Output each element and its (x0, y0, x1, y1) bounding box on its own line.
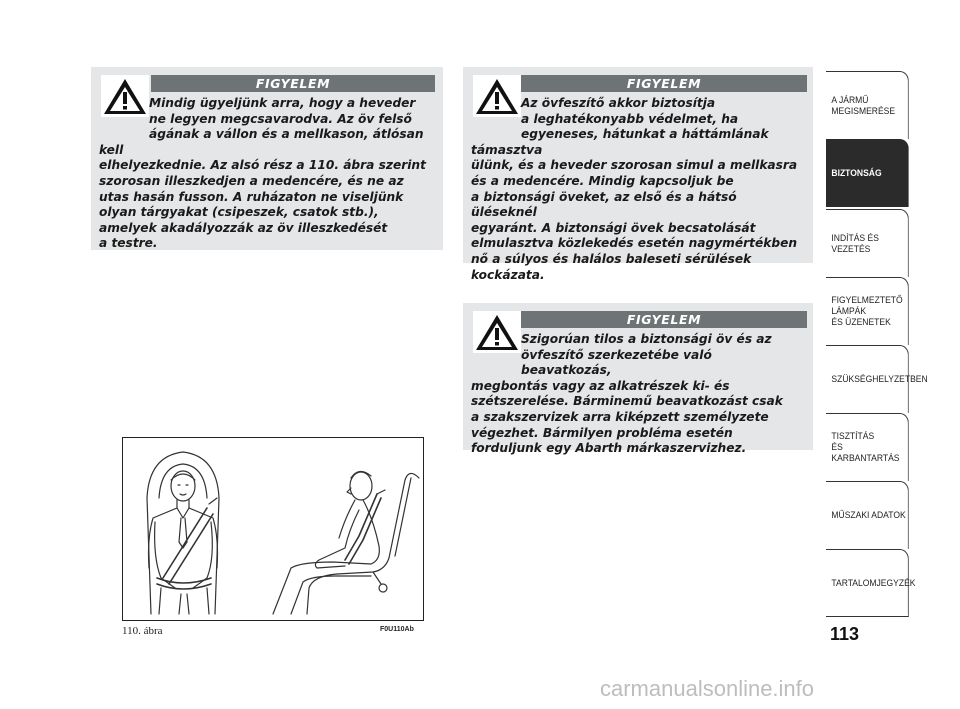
text-line: elhelyezkednie. Az alsó rész a 110. ábra szerint (99, 158, 426, 173)
text-line: olyan tárgyakat (csipeszek, csatok stb.), (99, 205, 379, 220)
warning-text (99, 96, 435, 252)
text-line: végezhet. Bármilyen probléma esetén (471, 425, 733, 440)
text-line: ülünk, és a heveder szorosan simul a mellkasra (471, 158, 798, 173)
tab-muszaki-adatok[interactable]: MŰSZAKI ADATOK (826, 481, 909, 549)
figure-code: F0U110Ab (380, 626, 414, 633)
tab-szukseghelyzetben[interactable]: SZÜKSÉGHELYZETBEN (826, 345, 909, 413)
warning-text (471, 332, 805, 457)
text-line: kockázata. (471, 267, 545, 282)
text-line: elmulasztva közlekedés esetén nagymértékben (471, 236, 798, 251)
text-line: amelyek akadályozzák az öv illeszkedését (99, 220, 388, 235)
text-line: megbontás vagy az alkatrészek ki- és (471, 378, 730, 393)
warning-box-2 (463, 67, 813, 282)
text-line: Az övfeszítő akkor biztosítja (521, 96, 716, 110)
tab-jarmu-megismerese[interactable]: A JÁRMŰ MEGISMERÉSE (826, 71, 909, 139)
warning-header: FIGYELEM (151, 75, 435, 92)
text-line: szorosan illeszkedjen a medencére, és ne az (99, 173, 404, 188)
seatbelt-illustration-icon (123, 438, 423, 620)
text-line: egyeneses, hátunkat a háttámlának támasztva (471, 127, 769, 157)
text-line: ne legyen megcsavarodva. Az öv felső (149, 111, 412, 126)
text-line: nő a súlyos és halálos baleseti sérülések (471, 251, 752, 266)
text-line: forduljunk egy Abarth márkaszervizhez. (471, 441, 747, 456)
seatbelt-figure (122, 437, 424, 621)
warning-box-3 (463, 303, 813, 456)
text-line: övfeszítő szerkezetébe való beavatkozás, (521, 347, 712, 378)
warning-text (471, 96, 805, 283)
text-line: Mindig ügyeljünk arra, hogy a heveder (149, 96, 416, 110)
text-line: a biztonsági öveket, az első és a hátsó üléseknél (471, 189, 737, 220)
text-line: egyaránt. A biztonsági övek becsatolását (471, 220, 756, 235)
text-line: a testre. (99, 236, 158, 251)
text-line: a leghatékonyabb védelmet, ha (521, 111, 739, 126)
tab-tartalomjegyzek[interactable]: TARTALOMJEGYZÉK (826, 549, 909, 617)
text-line: szétszerelése. Bárminemű beavatkozást csak (471, 394, 783, 409)
text-line: Szigorúan tilos a biztonsági öv és az (521, 332, 772, 346)
text-line: a szakszervizek arra kiképzett személyzete (471, 409, 769, 424)
tab-tisztitas-es-karbantartas[interactable]: TISZTÍTÁS ÉS KARBANTARTÁS (826, 413, 909, 481)
warning-box-1 (91, 67, 443, 250)
figure-caption: 110. ábra (122, 625, 163, 637)
text-line: ágának a vállon és a mellkason, átlósan kell (99, 127, 424, 157)
warning-header: FIGYELEM (521, 75, 807, 92)
tab-inditas-es-vezetes[interactable]: INDÍTÁS ÉS VEZETÉS (826, 209, 909, 277)
text-line: és a medencére. Mindig kapcsoljuk be (471, 173, 734, 188)
page-number: 113 (830, 624, 860, 644)
warning-header: FIGYELEM (521, 311, 807, 328)
text-line: utas hasán fusson. A ruházaton ne viseljünk (99, 189, 404, 204)
watermark: carmanualsonline.info (600, 676, 815, 701)
tab-figyelmezteto-lampak[interactable]: FIGYELMEZTETŐ LÁMPÁK ÉS ÜZENETEK (826, 277, 909, 345)
tab-biztonsag[interactable]: BIZTONSÁG (826, 139, 909, 207)
